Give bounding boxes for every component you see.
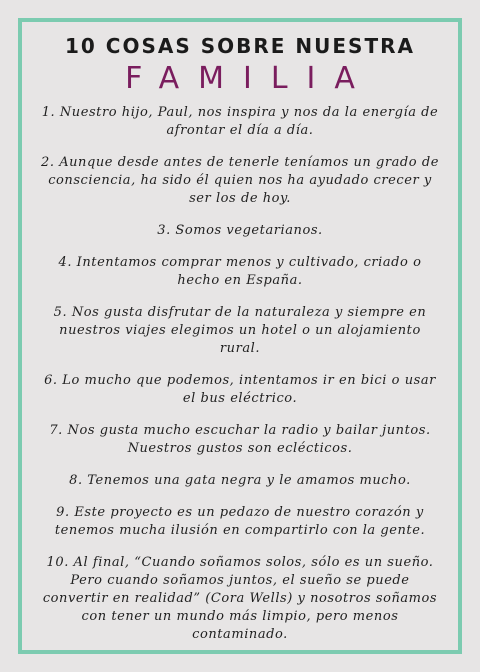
page-subtitle: FAMILIA	[125, 61, 374, 96]
page-title: 10 COSAS SOBRE NUESTRA	[65, 34, 415, 58]
list-item-5: 5. Nos gusta disfrutar de la naturaleza y siempre en nuestros viajes elegimos un hotel o un alojamiento rural.	[53, 305, 427, 356]
facts-list	[38, 104, 442, 658]
list-item-8: 8. Tenemos una gata negra y le amamos mucho.	[69, 473, 411, 488]
list-item-3: 3. Somos vegetarianos.	[157, 223, 323, 238]
list-item-6: 6. Lo mucho que podemos, intentamos ir en bici o usar el bus eléctrico.	[44, 373, 436, 406]
list-item-1: 1. Nuestro hijo, Paul, nos inspira y nos da la energía de afrontar el día a día.	[41, 105, 439, 138]
list-item-7: 7. Nos gusta mucho escuchar la radio y bailar juntos. Nuestros gustos son eclécticos.	[49, 423, 431, 456]
list-item-2: 2. Aunque desde antes de tenerle teníamos un grado de consciencia, ha sido él quien nos ha ayudado crecer y ser los de hoy.	[41, 155, 439, 206]
list-item-9: 9. Este proyecto es un pedazo de nuestro corazón y tenemos mucha ilusión en compartirlo con la gente.	[54, 505, 426, 538]
list-item-10: 10. Al final, “Cuando soñamos solos, sólo es un sueño. Pero cuando soñamos juntos, el sueño se puede convertir en realidad” (Cora Wells) y nosotros soñamos con tener un mundo más limpio, pero menos contaminado.	[42, 555, 438, 642]
list-item-4: 4. Intentamos comprar menos y cultivado, criado o hecho en España.	[58, 255, 422, 288]
